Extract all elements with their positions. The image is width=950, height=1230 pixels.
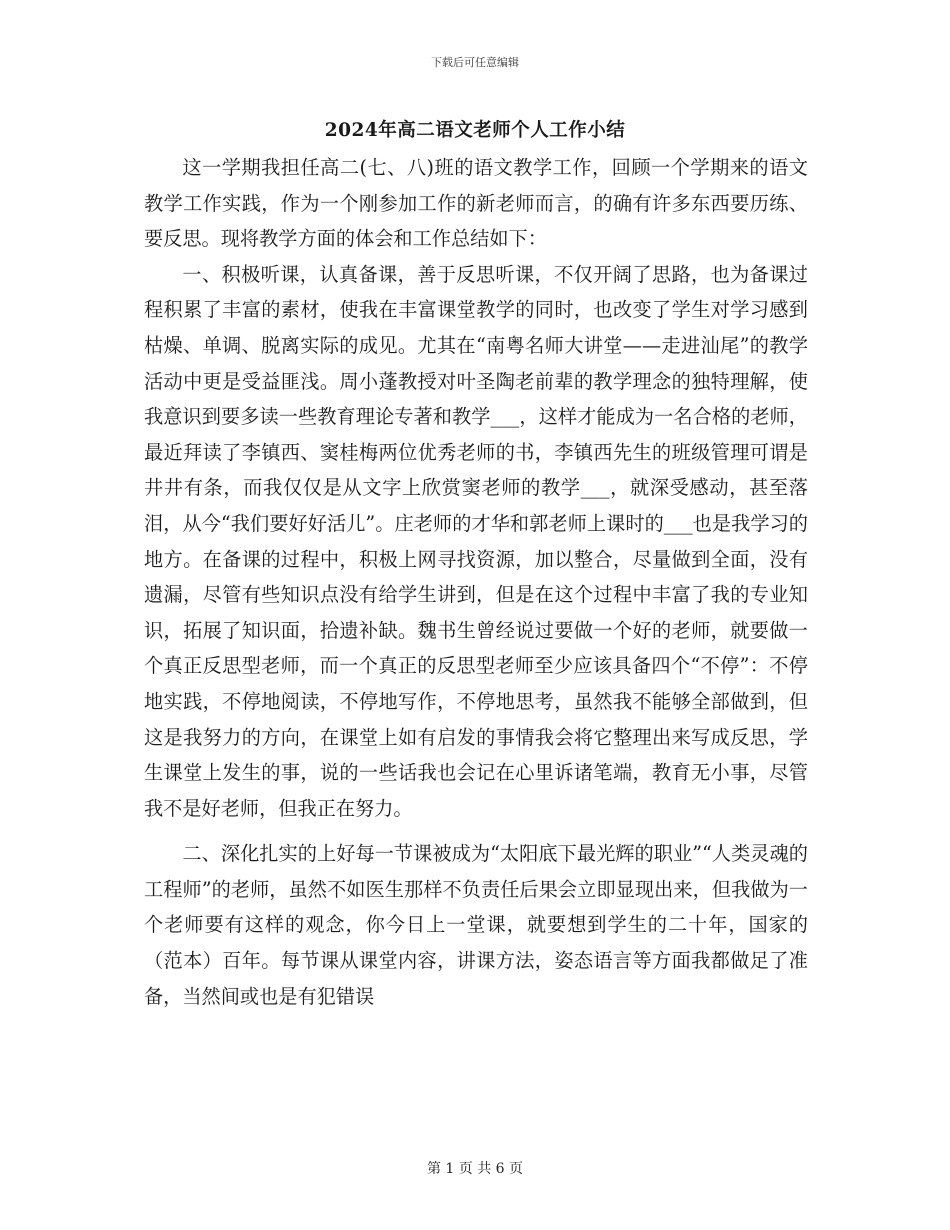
paragraph-intro: 这一学期我担任高二(七、八)班的语文教学工作，回顾一个学期来的语文教学工作实践，作为一个刚参加工作的新老师而言，的确有许多东西要历练、要反思。现将教学方面的体会和工作总结如下： bbox=[144, 156, 808, 251]
document-body bbox=[144, 150, 808, 1014]
paragraph-section-2: 二、深化扎实的上好每一节课被成为“太阳底下最光辉的职业”“人类灵魂的工程师”的老师，虽然不如医生那样不负责任后果会立即显现出来，但我做为一个老师要有这样的观念，你今日上一堂课，就要想到学生的二十年，国家的（范本）百年。每节课从课堂内容，讲课方法，姿态语言等方面我都做足了准备，当然间或也是有犯错误 bbox=[144, 842, 808, 1008]
paragraph-section-1: 一、积极听课，认真备课，善于反思听课，不仅开阔了思路，也为备课过程积累了丰富的素材，使我在丰富课堂教学的同时，也改变了学生对学习感到枯燥、单调、脱离实际的成见。尤其在“南粤名师大讲堂——走进汕尾”的教学活动中更是受益匪浅。周小蓬教授对叶圣陶老前辈的教学理念的独特理解，使我意识到要多读一些教育理论专著和教学___，这样才能成为一名合格的老师，最近拜读了李镇西、窦桂梅两位优秀老师的书，李镇西先生的班级管理可谓是井井有条，而我仅仅是从文字上欣赏窦老师的教学___，就深受感动，甚至落泪，从今“我们要好好活儿”。庄老师的才华和郭老师上课时的___也是我学习的地方。在备课的过程中，积极上网寻找资源，加以整合，尽量做到全面，没有遗漏，尽管有些知识点没有给学生讲到，但是在这个过程中丰富了我的专业知识，拓展了知识面，拾遗补缺。魏书生曾经说过要做一个好的老师，就要做一个真正反思型老师，而一个真正的反思型老师至少应该具备四个“不停”：不停地实践，不停地阅读，不停地写作，不停地思考，虽然我不能够全部做到，但这是我努力的方向，在课堂上如有启发的事情我会将它整理出来写成反思，学生课堂上发生的事，说的一些话我也会记在心里诉诸笔端，教育无小事，尽管我不是好老师，但我正在努力。 bbox=[144, 262, 808, 820]
page-header-note: 下载后可任意编辑 bbox=[431, 56, 519, 69]
document-title: 2024年高二语文老师个人工作小结 bbox=[324, 120, 626, 141]
page-number: 第 1 页 共 6 页 bbox=[426, 1161, 524, 1177]
